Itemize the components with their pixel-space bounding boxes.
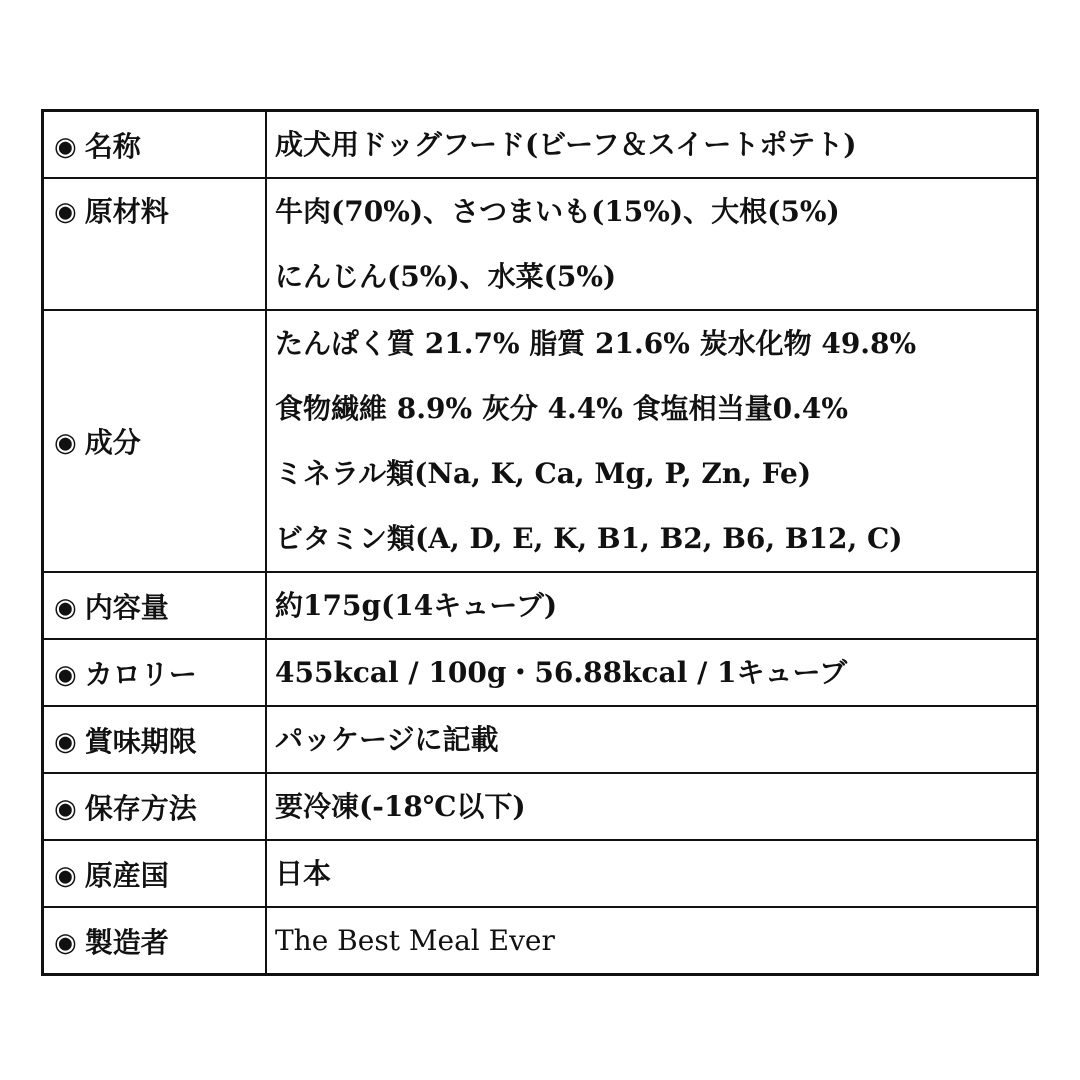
bullet-icon: ◉: [54, 927, 77, 958]
spec-label-cell: [43, 840, 267, 907]
spec-value-line: ビタミン類(A, D, E, K, B1, B2, B6, B12, C): [275, 522, 903, 555]
spec-row-content: [43, 572, 1038, 639]
spec-value-cell: [266, 773, 1038, 840]
spec-value-line: 食物繊維 8.9% 灰分 4.4% 食塩相当量0.4%: [275, 392, 848, 425]
spec-label: 賞味期限: [84, 724, 197, 758]
spec-row-origin: [43, 840, 1038, 907]
bullet-icon: ◉: [54, 428, 77, 458]
spec-value-cell: [266, 310, 1038, 572]
spec-value-line: 455kcal / 100g・56.88kcal / 1キューブ: [275, 656, 848, 689]
spec-label: 保存方法: [84, 791, 197, 825]
spec-row-best-before: [43, 706, 1038, 773]
bullet-icon: ◉: [54, 659, 77, 690]
spec-label-cell: [43, 907, 267, 975]
bullet-icon: ◉: [54, 131, 77, 162]
spec-value-cell: [266, 639, 1038, 706]
spec-label: 内容量: [84, 590, 169, 624]
spec-row-name: [43, 111, 1038, 179]
bullet-icon: ◉: [54, 726, 77, 757]
spec-label-cell: [43, 773, 267, 840]
spec-label-cell: [43, 572, 267, 639]
spec-value-line: 成犬用ドッグフード(ビーフ＆スイートポテト): [275, 128, 857, 161]
spec-label: 製造者: [84, 925, 169, 959]
spec-label-cell: [43, 111, 267, 179]
bullet-icon: ◉: [54, 860, 77, 891]
spec-row-storage: [43, 773, 1038, 840]
spec-value-cell: [266, 111, 1038, 179]
spec-row-calories: [43, 639, 1038, 706]
spec-value-line: にんじん(5%)、水菜(5%): [275, 260, 617, 293]
spec-label-cell: [43, 639, 267, 706]
spec-value-cell: [266, 907, 1038, 975]
spec-row-ingredients: [43, 178, 1038, 310]
bullet-icon: ◉: [54, 793, 77, 824]
spec-value-cell: [266, 572, 1038, 639]
spec-label: 原材料: [84, 195, 169, 228]
spec-value-line: 日本: [275, 857, 332, 890]
spec-label: 名称: [84, 129, 141, 163]
spec-value-cell: [266, 178, 1038, 310]
bullet-icon: ◉: [54, 592, 77, 623]
spec-value-line: The Best Meal Ever: [275, 924, 555, 957]
spec-value-line: ミネラル類(Na, K, Ca, Mg, P, Zn, Fe): [275, 457, 812, 490]
spec-value-line: パッケージに記載: [275, 723, 499, 756]
spec-value-cell: [266, 840, 1038, 907]
product-spec-table: [41, 109, 1039, 976]
spec-value-line: 約175g(14キューブ): [275, 589, 558, 622]
spec-label-cell: [43, 310, 267, 572]
spec-value-line: 牛肉(70%)、さつまいも(15%)、大根(5%): [275, 195, 840, 228]
spec-value-line: 要冷凍(-18℃以下): [275, 790, 526, 823]
spec-label: カロリー: [84, 657, 197, 691]
spec-label-cell: [43, 178, 267, 310]
spec-label-cell: [43, 706, 267, 773]
bullet-icon: ◉: [54, 197, 77, 227]
spec-row-composition: [43, 310, 1038, 572]
spec-label: 原産国: [84, 858, 169, 892]
spec-value-line: たんぱく質 21.7% 脂質 21.6% 炭水化物 49.8%: [275, 327, 917, 360]
spec-label: 成分: [84, 426, 141, 459]
spec-row-manufacturer: [43, 907, 1038, 975]
spec-value-cell: [266, 706, 1038, 773]
